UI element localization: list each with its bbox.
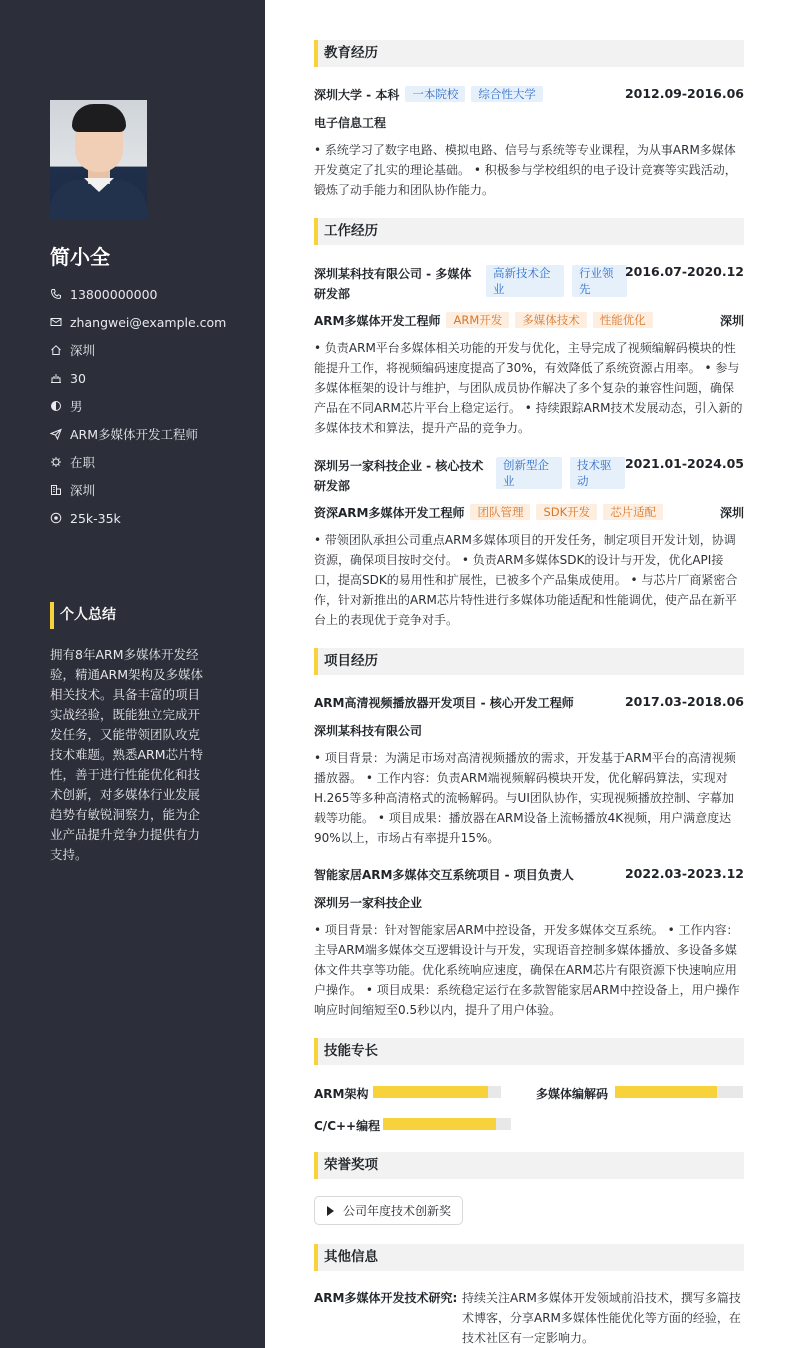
skill-level-fill <box>383 1118 496 1130</box>
status-text: 在职 <box>70 455 96 470</box>
contact-info-list <box>50 280 250 532</box>
city-row <box>50 336 250 364</box>
award-label: 公司年度技术创新奖 <box>343 1204 452 1218</box>
other-text: 持续关注ARM多媒体开发领域前沿技术，撰写多篇技术博客，分享ARM多媒体性能优化等方面的经验，在技术社区有一定影响力。 <box>462 1291 741 1345</box>
building-icon <box>50 484 62 496</box>
sidebar <box>0 0 265 1348</box>
summary-heading: 个人总结 <box>50 602 116 629</box>
other-label: ARM多媒体开发技术研究: <box>314 1291 458 1305</box>
email-text: zhangwei@example.com <box>70 314 227 330</box>
project-entry-1 <box>314 694 744 712</box>
education-desc: • 系统学习了数字电路、模拟电路、信号与系统等专业课程，为从事ARM多媒体开发奠定了扎实的理论基础。 • 积极参与学校组织的电子设计竞赛等实践活动，锻炼了动手能力和团队协作能力。 <box>314 143 737 197</box>
send-icon <box>50 428 62 440</box>
company-tag: 技术驱动 <box>570 457 625 489</box>
education-tag: 一本院校 <box>405 86 465 102</box>
gender-text: 男 <box>70 399 83 414</box>
job-position: 资深ARM多媒体开发工程师 <box>314 506 465 520</box>
phone-text: 13800000000 <box>70 286 158 302</box>
skill-label: C/C++编程 <box>314 1119 381 1133</box>
projects-heading: 项目经历 <box>314 648 744 675</box>
project-date: 2022.03-2023.12 <box>624 866 744 881</box>
skill-label: ARM架构 <box>314 1087 369 1101</box>
job-position: ARM多媒体开发工程师 <box>314 314 441 328</box>
job-entry-1 <box>314 264 744 300</box>
phone-icon <box>50 288 62 300</box>
avatar <box>50 100 147 220</box>
age-row <box>50 364 250 392</box>
skill-tag: 团队管理 <box>470 504 530 520</box>
position-row <box>50 420 250 448</box>
job-desc: • 带领团队承担公司重点ARM多媒体项目的开发任务，制定项目开发计划，协调资源，确保项目按时交付。 • 负责ARM多媒体SDK的设计与开发，优化API接口，提高SDK的易用性和扩展性，已被多个产品集成使用。 • 与芯片厂商紧密合作，针对新推出的ARM芯片特性进行多媒体功能适配和性能调优，使产品在新平台上的表现优于竞争对手。 <box>314 533 738 627</box>
award-item[interactable] <box>314 1196 463 1225</box>
skill-label: 多媒体编解码 <box>536 1087 609 1101</box>
education-entry <box>314 86 744 104</box>
education-major: 电子信息工程 <box>314 116 387 130</box>
age-text: 30 <box>70 370 86 386</box>
company-tag: 高新技术企业 <box>486 265 564 297</box>
status-row <box>50 448 250 476</box>
awards-heading: 荣誉奖项 <box>314 1152 744 1179</box>
gender-icon <box>50 400 62 412</box>
email-row <box>50 308 250 336</box>
play-icon <box>327 1206 334 1216</box>
salary-icon <box>50 512 62 524</box>
candidate-name: 简小全 <box>50 245 110 269</box>
gender-row <box>50 392 250 420</box>
skill-bar <box>615 1086 743 1098</box>
work-city-row <box>50 476 250 504</box>
project-name: ARM高清视频播放器开发项目 - 核心开发工程师 <box>314 696 574 710</box>
city-text: 深圳 <box>70 343 96 358</box>
skill-tag: ARM开发 <box>446 312 509 328</box>
skill-tag: 芯片适配 <box>603 504 663 520</box>
status-icon <box>50 456 62 468</box>
work-heading: 工作经历 <box>314 218 744 245</box>
job-date: 2021.01-2024.05 <box>624 456 744 471</box>
project-date: 2017.03-2018.06 <box>624 694 744 709</box>
summary-text: 拥有8年ARM多媒体开发经验，精通ARM架构及多媒体相关技术。具备丰富的项目实战经验，既能独立完成开发任务，又能带领团队攻克技术难题。熟悉ARM芯片特性，善于进行性能优化和技术创新，对多媒体行业发展趋势有敏锐洞察力，能为企业产品提升竞争力提供有力支持。 <box>50 647 204 862</box>
project-name: 智能家居ARM多媒体交互系统项目 - 项目负责人 <box>314 868 574 882</box>
salary-row <box>50 504 250 532</box>
job-desc: • 负责ARM平台多媒体相关功能的开发与优化，主导完成了视频编解码模块的性能提升工作，将视频编码速度提高了30%，有效降低了系统资源占用率。 • 参与多媒体框架的设计与维护，与团队成员协作解决了多个复杂的兼容性问题，确保产品在不同ARM芯片平台上稳定运行。 • 持续跟踪ARM技术发展动态，引入新的多媒体技术和算法，提升产品的竞争力。 <box>314 341 743 435</box>
job-location: 深圳 <box>719 506 744 520</box>
skill-level-fill <box>373 1086 488 1098</box>
education-tag: 综合性大学 <box>471 86 543 102</box>
work-city-text: 深圳 <box>70 483 96 498</box>
project-desc: • 项目背景：为满足市场对高清视频播放的需求，开发基于ARM平台的高清视频播放器。 • 工作内容：负责ARM端视频解码模块开发，优化解码算法，实现对H.265等多种高清格式的流畅解码。与UI团队协作，实现视频播放控制、字幕加载等功能。 • 项目成果：播放器在ARM设备上流畅播放4K视频，用户满意度达90%以上，市场占有率提升15%。 <box>314 751 736 845</box>
skill-tag: 多媒体技术 <box>515 312 587 328</box>
salary-text: 25k-35k <box>70 510 121 526</box>
mail-icon <box>50 316 62 328</box>
skill-tag: 性能优化 <box>593 312 653 328</box>
skill-level-fill <box>615 1086 717 1098</box>
job-position-row <box>314 312 744 330</box>
company-tag: 行业领先 <box>572 265 627 297</box>
project-entry-2 <box>314 866 744 884</box>
position-text: ARM多媒体开发工程师 <box>70 427 199 442</box>
job-date: 2016.07-2020.12 <box>624 264 744 279</box>
education-heading: 教育经历 <box>314 40 744 67</box>
project-desc: • 项目背景：针对智能家居ARM中控设备，开发多媒体交互系统。 • 工作内容：主导ARM端多媒体交互逻辑设计与开发，实现语音控制多媒体播放、多设备多媒体文件共享等功能。优化系统响应速度，确保在ARM芯片有限资源下快速响应用户操作。 • 项目成果：系统稳定运行在多款智能家居ARM中控设备上，用户操作响应时间缩短至0.5秒以内，提升了用户体验。 <box>314 923 740 1017</box>
job-company: 深圳某科技有限公司 - 多媒体研发部 <box>314 267 472 301</box>
project-company: 深圳另一家科技企业 <box>314 896 423 910</box>
project-company: 深圳某科技有限公司 <box>314 724 423 738</box>
school-name: 深圳大学 - 本科 <box>314 88 400 102</box>
phone-row <box>50 280 250 308</box>
skills-heading: 技能专长 <box>314 1038 744 1065</box>
company-tag: 创新型企业 <box>496 457 562 489</box>
job-location: 深圳 <box>719 314 744 328</box>
skill-bar <box>383 1118 511 1130</box>
job-company: 深圳另一家科技企业 - 核心技术研发部 <box>314 459 484 493</box>
job-position-row <box>314 504 744 522</box>
job-entry-2 <box>314 456 744 492</box>
age-icon <box>50 372 62 384</box>
other-heading: 其他信息 <box>314 1244 744 1271</box>
education-date: 2012.09-2016.06 <box>624 86 744 101</box>
skill-bar <box>373 1086 501 1098</box>
home-icon <box>50 344 62 356</box>
skill-tag: SDK开发 <box>536 504 597 520</box>
